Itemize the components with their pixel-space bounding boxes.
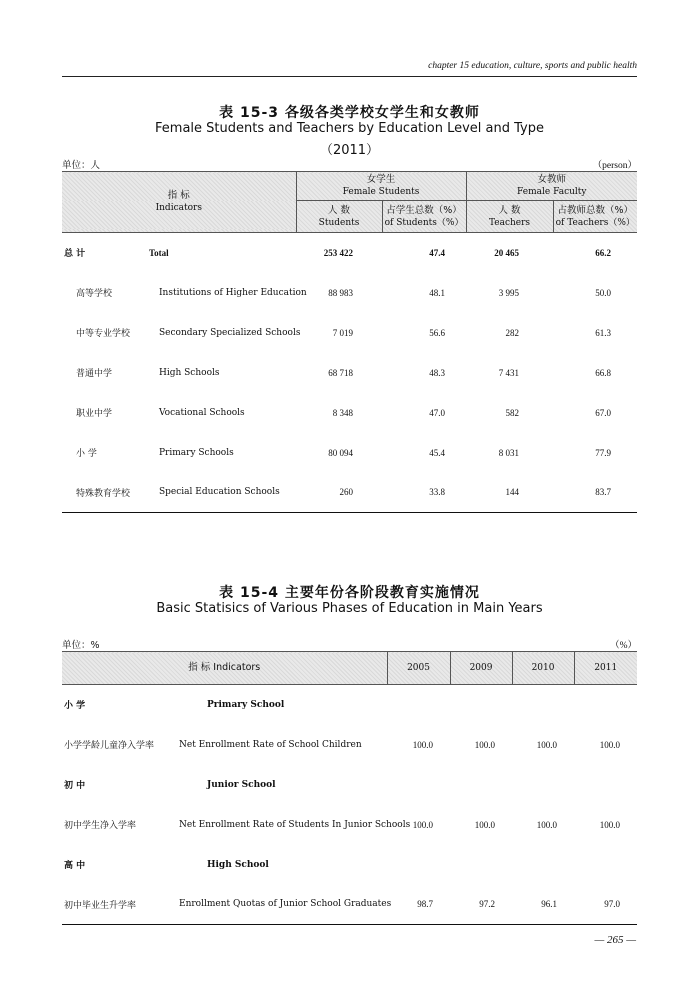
table1-col-students bbox=[296, 201, 382, 233]
cell-teachers: 582 bbox=[505, 407, 520, 418]
table-row bbox=[62, 885, 637, 925]
cell-value: 100.0 bbox=[474, 819, 496, 830]
cell-value: 97.2 bbox=[479, 899, 496, 910]
row-label-en: Enrollment Quotas of Junior School Graduates bbox=[179, 899, 392, 910]
table1-year: （2011） bbox=[319, 143, 380, 158]
cell-pct-teachers: 50.0 bbox=[595, 287, 612, 298]
cell-teachers: 144 bbox=[505, 487, 520, 498]
section-row bbox=[62, 685, 637, 725]
row-label-cn: 初中毕业生升学率 bbox=[64, 900, 137, 911]
cell-pct-teachers: 83.7 bbox=[595, 487, 612, 498]
cell-value: 100.0 bbox=[474, 739, 496, 750]
table1-col1-cn: 人 数 bbox=[328, 204, 351, 216]
table1-col2-cn: 占学生总数（%） bbox=[386, 204, 462, 216]
row-label-en: Primary Schools bbox=[159, 447, 234, 458]
cell-pct-teachers: 61.3 bbox=[595, 327, 612, 338]
section-label-cn: 高 中 bbox=[64, 861, 86, 871]
row-label-en: Vocational Schools bbox=[159, 407, 245, 418]
row-label-en: Net Enrollment Rate of School Children bbox=[179, 739, 362, 750]
table1 bbox=[62, 171, 637, 513]
cell-value: 100.0 bbox=[599, 739, 621, 750]
header-rule bbox=[62, 76, 637, 77]
table1-col-pct-students bbox=[382, 201, 466, 233]
row-label-en: Special Education Schools bbox=[159, 487, 280, 498]
cell-pct-teachers: 77.9 bbox=[595, 447, 612, 458]
table1-group-students bbox=[296, 172, 466, 201]
row-label-cn: 职业中学 bbox=[76, 409, 113, 419]
cell-teachers: 7 431 bbox=[498, 367, 520, 378]
table-row bbox=[62, 353, 637, 393]
table-row bbox=[62, 273, 637, 313]
cell-value: 97.0 bbox=[604, 899, 621, 910]
table1-col-pct-teachers bbox=[553, 201, 637, 233]
row-label-cn: 高等学校 bbox=[76, 289, 113, 299]
table1-col3-cn: 人 数 bbox=[498, 204, 521, 216]
cell-teachers: 3 995 bbox=[498, 287, 520, 298]
table1-group2-cn: 女教师 bbox=[537, 174, 567, 185]
cell-pct-teachers: 66.8 bbox=[595, 367, 612, 378]
row-label-cn: 中等专业学校 bbox=[76, 329, 131, 339]
table1-group1-en: Female Students bbox=[342, 187, 420, 197]
table2-indicator-label: 指 标 Indicators bbox=[188, 662, 261, 673]
cell-teachers: 8 031 bbox=[498, 447, 520, 458]
table2-year-header: 2011 bbox=[574, 652, 637, 685]
section-label-en: High School bbox=[207, 859, 269, 870]
table-row bbox=[62, 433, 637, 473]
cell-students: 8 348 bbox=[332, 407, 354, 418]
cell-teachers: 20 465 bbox=[494, 247, 520, 258]
table-row bbox=[62, 805, 637, 845]
cell-pct-teachers: 67.0 bbox=[595, 407, 612, 418]
table1-unit-right: （person） bbox=[592, 161, 637, 171]
cell-value: 100.0 bbox=[536, 819, 558, 830]
table2-indicator-header bbox=[62, 652, 387, 685]
cell-students: 88 983 bbox=[328, 287, 354, 298]
cell-value: 96.1 bbox=[541, 899, 558, 910]
cell-value: 98.7 bbox=[417, 899, 434, 910]
table2-unit-left: 单位：% bbox=[62, 640, 100, 651]
row-label-en: Secondary Specialized Schools bbox=[159, 327, 301, 338]
table1-unit-left: 单位：人 bbox=[62, 160, 101, 171]
table1-col3-en: Teachers bbox=[488, 217, 531, 228]
table2-year-header: 2005 bbox=[387, 652, 450, 685]
section-label-cn: 初 中 bbox=[64, 781, 86, 791]
row-label-en: High Schools bbox=[159, 367, 220, 378]
cell-students: 260 bbox=[339, 487, 354, 498]
table1-col2-en: of Students（%） bbox=[384, 217, 464, 228]
cell-value: 100.0 bbox=[536, 739, 558, 750]
cell-pct-students: 33.8 bbox=[429, 487, 446, 498]
cell-pct-students: 47.4 bbox=[429, 247, 446, 258]
table1-title-en: Female Students and Teachers by Education Level and Type bbox=[155, 121, 544, 136]
table1-group-faculty bbox=[466, 172, 637, 201]
table-row bbox=[62, 473, 637, 513]
cell-pct-students: 56.6 bbox=[429, 327, 446, 338]
cell-students: 7 019 bbox=[332, 327, 354, 338]
page-number: — 265 — bbox=[594, 934, 636, 946]
section-label-en: Primary School bbox=[207, 699, 285, 710]
table2-title-cn: 表 15-4 主要年份各阶段教育实施情况 bbox=[219, 585, 480, 601]
row-label-cn: 小学学龄儿童净入学率 bbox=[64, 741, 155, 751]
cell-pct-students: 48.1 bbox=[429, 287, 446, 298]
cell-pct-teachers: 66.2 bbox=[595, 247, 612, 258]
table1-col-teachers bbox=[466, 201, 553, 233]
table1-col1-en: Students bbox=[318, 217, 360, 228]
table-row bbox=[62, 393, 637, 433]
cell-students: 68 718 bbox=[328, 367, 354, 378]
section-label-cn: 小 学 bbox=[64, 701, 86, 712]
table2-year-header: 2009 bbox=[450, 652, 512, 685]
section-row bbox=[62, 765, 637, 805]
row-label-en: Institutions of Higher Education bbox=[159, 287, 307, 298]
table2-title-en: Basic Statisics of Various Phases of Education in Main Years bbox=[156, 601, 543, 616]
cell-pct-students: 48.3 bbox=[429, 367, 446, 378]
cell-value: 100.0 bbox=[412, 739, 434, 750]
table-row bbox=[62, 725, 637, 765]
section-label-en: Junior School bbox=[207, 779, 276, 790]
cell-pct-students: 47.0 bbox=[429, 407, 446, 418]
table1-indicator-header bbox=[62, 172, 296, 233]
row-label-en: Net Enrollment Rate of Students In Junior Schools bbox=[179, 819, 411, 830]
cell-pct-students: 45.4 bbox=[429, 447, 446, 458]
table1-group2-en: Female Faculty bbox=[517, 187, 587, 197]
table1-indicator-en: Indicators bbox=[155, 203, 202, 213]
section-row bbox=[62, 845, 637, 885]
cell-value: 100.0 bbox=[599, 819, 621, 830]
row-label-cn: 普通中学 bbox=[76, 369, 113, 379]
row-label-en: Total bbox=[149, 247, 169, 258]
table1-col4-en: of Teachers（%） bbox=[555, 217, 635, 228]
table2-year-header: 2010 bbox=[512, 652, 574, 685]
table1-col4-cn: 占教师总数（%） bbox=[557, 204, 634, 216]
table1-group1-cn: 女学生 bbox=[366, 174, 396, 185]
row-label-cn: 小 学 bbox=[76, 449, 97, 459]
table1-title-cn: 表 15-3 各级各类学校女学生和女教师 bbox=[219, 105, 480, 121]
cell-value: 100.0 bbox=[412, 819, 434, 830]
running-head: chapter 15 education, culture, sports and public health bbox=[428, 61, 637, 71]
row-label-cn: 特殊教育学校 bbox=[76, 488, 131, 499]
table-row bbox=[62, 233, 637, 273]
table-row bbox=[62, 313, 637, 353]
cell-teachers: 282 bbox=[505, 327, 520, 338]
cell-students: 253 422 bbox=[323, 247, 354, 258]
table2-unit-right: （%） bbox=[610, 641, 637, 651]
table2 bbox=[62, 651, 637, 925]
row-label-cn: 总 计 bbox=[64, 249, 86, 260]
cell-students: 80 094 bbox=[328, 447, 354, 458]
table1-indicator-cn: 指 标 bbox=[167, 190, 190, 201]
row-label-cn: 初中学生净入学率 bbox=[64, 821, 137, 831]
